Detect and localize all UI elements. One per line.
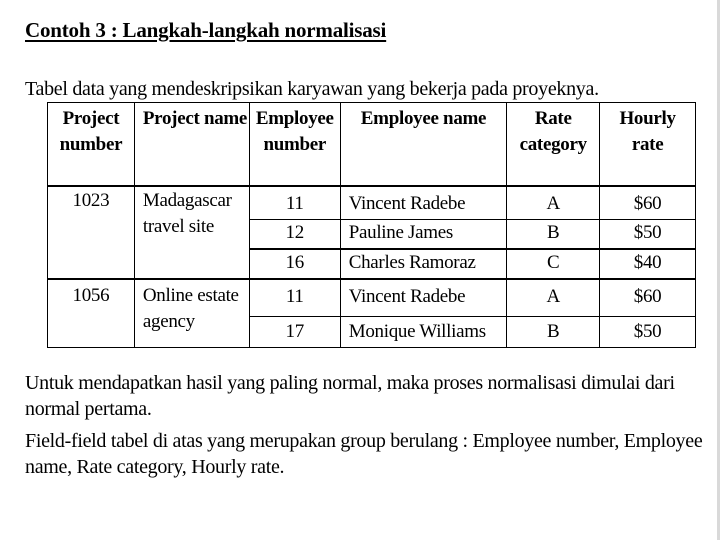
- header-project-name: [134, 103, 249, 187]
- project-name-cell: [134, 279, 249, 348]
- rate-category-cell: A: [507, 186, 600, 220]
- header-text: Employee name: [360, 108, 487, 129]
- header-employee-number: [249, 103, 340, 187]
- project-name-line: agency: [142, 311, 195, 332]
- project-number-cell: 1056: [48, 279, 135, 348]
- header-text: number: [263, 134, 327, 155]
- header-hourly-rate: [600, 103, 696, 187]
- table-header-row: [48, 103, 696, 187]
- header-text: Project: [62, 108, 120, 129]
- table-row: [48, 186, 696, 220]
- employee-name-cell: Vincent Radebe: [340, 186, 507, 220]
- header-text: rate: [631, 134, 664, 155]
- project-name-line: Madagascar: [142, 190, 232, 211]
- project-name-line: travel site: [142, 216, 214, 237]
- employee-number-cell: 17: [249, 317, 340, 348]
- table-row: [48, 279, 696, 317]
- project-number-cell: 1023: [48, 186, 135, 279]
- rate-category-cell: B: [507, 220, 600, 250]
- employee-number-cell: 11: [249, 186, 340, 220]
- rate-category-cell: B: [507, 317, 600, 348]
- hourly-rate-cell: $50: [600, 220, 696, 250]
- hourly-rate-cell: $40: [600, 249, 696, 279]
- hourly-rate-cell: $60: [600, 186, 696, 220]
- paragraph-line: Untuk mendapatkan hasil yang paling normal, maka proses normalisasi dimulai dari: [25, 372, 675, 394]
- project-name-cell: [134, 186, 249, 279]
- employee-number-cell: 11: [249, 279, 340, 317]
- paragraph-line: Field-field tabel di atas yang merupakan group berulang : Employee number, Employee: [25, 430, 703, 452]
- header-rate-category: [507, 103, 600, 187]
- header-text: category: [519, 134, 587, 155]
- repeating-group-paragraph: [25, 428, 702, 480]
- employee-project-table: [47, 102, 696, 348]
- header-text: Rate: [534, 108, 572, 129]
- paragraph-line: normal pertama.: [25, 398, 152, 420]
- employee-name-cell: Monique Williams: [340, 317, 507, 348]
- employee-name-cell: Pauline James: [340, 220, 507, 250]
- employee-number-cell: 16: [249, 249, 340, 279]
- project-name-line: Online estate: [142, 285, 239, 306]
- hourly-rate-cell: $60: [600, 279, 696, 317]
- rate-category-cell: C: [507, 249, 600, 279]
- header-text: Project name: [142, 108, 248, 129]
- header-project-number: [48, 103, 135, 187]
- intro-text: Tabel data yang mendeskripsikan karyawan yang bekerja pada proyeknya.: [25, 78, 599, 100]
- employee-name-cell: Vincent Radebe: [340, 279, 507, 317]
- normalization-paragraph: [25, 370, 675, 422]
- paragraph-line: name, Rate category, Hourly rate.: [25, 456, 285, 478]
- header-text: Employee: [255, 108, 334, 129]
- header-text: Hourly: [619, 108, 676, 129]
- rate-category-cell: A: [507, 279, 600, 317]
- employee-name-cell: Charles Ramoraz: [340, 249, 507, 279]
- slide-title: Contoh 3 : Langkah-langkah normalisasi: [25, 18, 387, 42]
- header-employee-name: [340, 103, 507, 187]
- hourly-rate-cell: $50: [600, 317, 696, 348]
- employee-number-cell: 12: [249, 220, 340, 250]
- header-text: number: [59, 134, 123, 155]
